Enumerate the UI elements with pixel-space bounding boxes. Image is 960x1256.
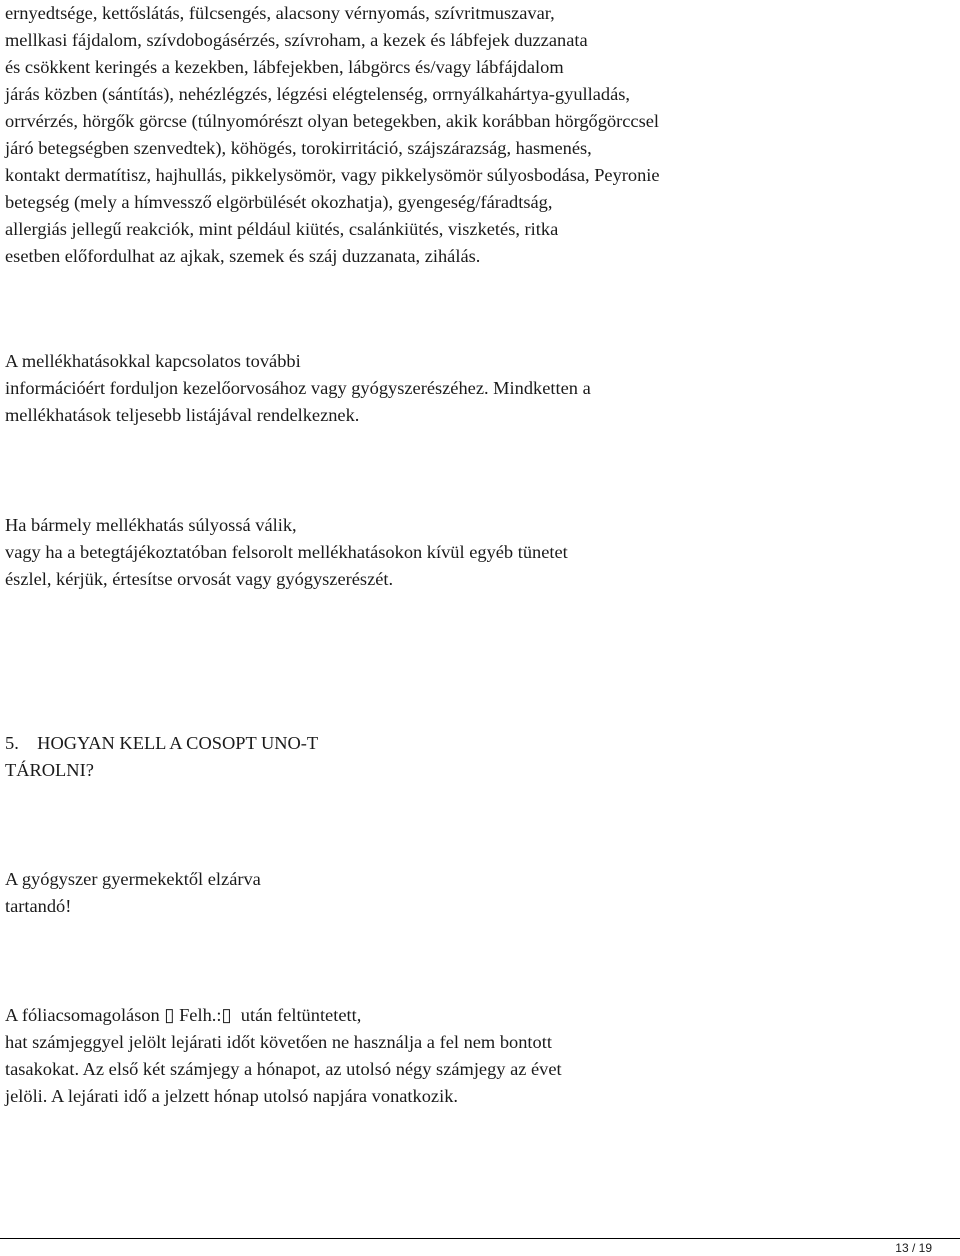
serious-side-effect-paragraph	[5, 512, 955, 593]
section-heading	[5, 730, 955, 784]
text-line: hat számjeggyel jelölt lejárati időt követően ne használja a fel nem bontott	[5, 1032, 552, 1052]
more-info-paragraph	[5, 348, 955, 429]
text-line: mellkasi fájdalom, szívdobogásérzés, szívroham, a kezek és lábfejek duzzanata	[5, 30, 588, 50]
text-line: orrvérzés, hörgők görcse (túlnyomórészt olyan betegekben, akik korábban hörgőgörccsel	[5, 111, 660, 131]
text-line: Ha bármely mellékhatás súlyossá válik,	[5, 515, 297, 535]
text-line: vagy ha a betegtájékoztatóban felsorolt mellékhatásokon kívül egyéb tünetet	[5, 542, 568, 562]
side-effects-paragraph	[5, 0, 955, 270]
expiry-paragraph	[5, 1002, 955, 1110]
text-line: tartandó!	[5, 896, 72, 916]
children-warning-paragraph	[5, 866, 955, 920]
text-line: ernyedtsége, kettőslátás, fülcsengés, alacsony vérnyomás, szívritmuszavar,	[5, 3, 555, 23]
text-line: információért forduljon kezelőorvosához vagy gyógyszerészéhez. Mindketten a	[5, 378, 591, 398]
text-line: A fóliacsomagoláson ▯ Felh.:▯ után feltüntetett,	[5, 1005, 362, 1025]
text-line: észlel, kérjük, értesítse orvosát vagy gyógyszerészét.	[5, 569, 394, 589]
text-line: tasakokat. Az első két számjegy a hónapot, az utolsó négy számjegy az évet	[5, 1059, 562, 1079]
text-line: mellékhatások teljesebb listájával rendelkeznek.	[5, 405, 360, 425]
footer-divider	[0, 1238, 960, 1239]
text-line: A gyógyszer gyermekektől elzárva	[5, 869, 261, 889]
text-line: járás közben (sántítás), nehézlégzés, légzési elégtelenség, orrnyálkahártya-gyulladás,	[5, 84, 631, 104]
text-line: és csökkent keringés a kezekben, lábfejekben, lábgörcs és/vagy lábfájdalom	[5, 57, 564, 77]
text-line: 5. HOGYAN KELL A COSOPT UNO-T	[5, 733, 319, 753]
text-line: jelöli. A lejárati idő a jelzett hónap utolsó napjára vonatkozik.	[5, 1086, 458, 1106]
text-line: kontakt dermatítisz, hajhullás, pikkelysömör, vagy pikkelysömör súlyosbodása, Peyronie	[5, 165, 660, 185]
text-line: betegség (mely a hímvessző elgörbülését okozhatja), gyengeség/fáradtság,	[5, 192, 553, 212]
page-number: 13 / 19	[895, 1241, 932, 1255]
text-line: járó betegségben szenvedtek), köhögés, torokirritáció, szájszárazság, hasmenés,	[5, 138, 592, 158]
text-line: TÁROLNI?	[5, 760, 94, 780]
text-line: esetben előfordulhat az ajkak, szemek és száj duzzanata, zihálás.	[5, 246, 481, 266]
text-line: A mellékhatásokkal kapcsolatos további	[5, 351, 301, 371]
text-line: allergiás jellegű reakciók, mint például kiütés, csalánkiütés, viszketés, ritka	[5, 219, 559, 239]
